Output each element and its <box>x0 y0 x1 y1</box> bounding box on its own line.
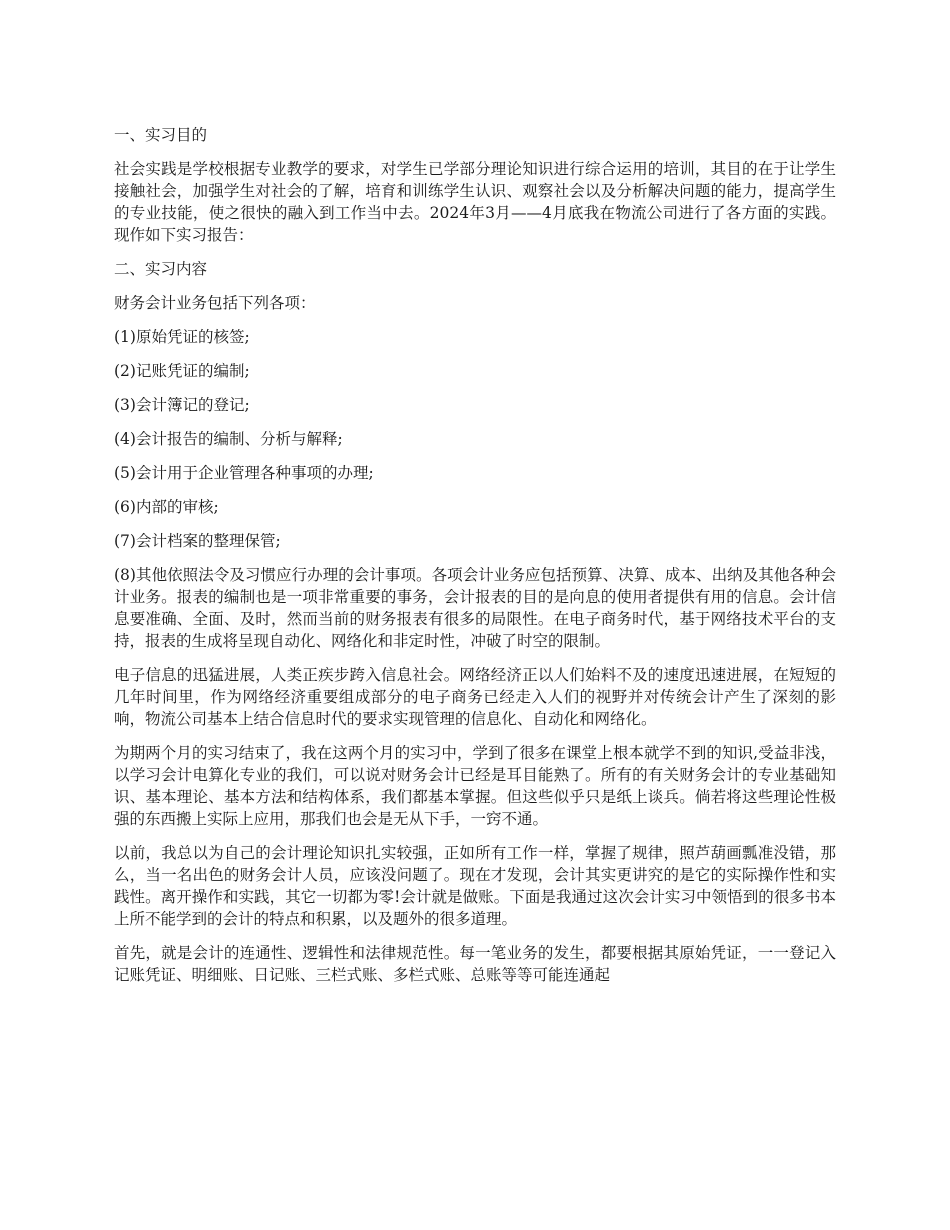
paragraph-purpose: 社会实践是学校根据专业教学的要求，对学生已学部分理论知识进行综合运用的培训，其目的在于让学生接触社会，加强学生对社会的了解，培育和训练学生认识、观察社会以及分析解决问题的能力，提高学生的专业技能，使之很快的融入到工作当中去。2024年3月——4月底我在物流公司进行了各方面的实践。现作如下实习报告： <box>114 160 836 244</box>
list-item: (1)原始凭证的核签; <box>114 328 250 346</box>
list-item: (5)会计用于企业管理各种事项的办理; <box>114 464 374 482</box>
list-item: (6)内部的审核; <box>114 498 219 516</box>
section-heading-purpose: 一、实习目的 <box>114 126 208 144</box>
list-item: (3)会计簿记的登记; <box>114 396 250 414</box>
list-item: (2)记账凭证的编制; <box>114 362 250 380</box>
paragraph-internship-end: 为期两个月的实习结束了，我在这两个月的实习中，学到了很多在课堂上根本就学不到的知识,受益非浅，以学习会计电算化专业的我们，可以说对财务会计已经是耳目能熟了。所有的有关财务会计的专业基础知识、基本理论、基本方法和结构体系，我们都基本掌握。但这些似乎只是纸上谈兵。倘若将这些理论性极强的东西搬上实际上应用，那我们也会是无从下手，一窍不通。 <box>114 744 836 828</box>
paragraph-intro-list: 财务会计业务包括下列各项： <box>114 294 316 312</box>
list-item: (8)其他依照法令及习惯应行办理的会计事项。各项会计业务应包括预算、决算、成本、出纳及其他各种会计业务。报表的编制也是一项非常重要的事务，会计报表的目的是向息的使用者提供有用的信息。会计信息要准确、全面、及时，然而当前的财务报表有很多的局限性。在电子商务时代，基于网络技术平台的支持，报表的生成将呈现自动化、网络化和非定时性，冲破了时空的限制。 <box>114 566 836 650</box>
list-item: (4)会计报告的编制、分析与解释; <box>114 430 343 448</box>
paragraph-first-point: 首先，就是会计的连通性、逻辑性和法律规范性。每一笔业务的发生，都要根据其原始凭证，一一登记入记账凭证、明细账、日记账、三栏式账、多栏式账、总账等等可能连通起 <box>114 944 836 984</box>
list-item: (7)会计档案的整理保管; <box>114 532 281 550</box>
paragraph-e-info: 电子信息的迅猛进展，人类正疾步跨入信息社会。网络经济正以人们始料不及的速度迅速进展，在短短的几年时间里，作为网络经济重要组成部分的电子商务已经走入人们的视野并对传统会计产生了深刻的影响，物流公司基本上结合信息时代的要求实现管理的信息化、自动化和网络化。 <box>114 666 836 728</box>
paragraph-reflection: 以前，我总以为自己的会计理论知识扎实较强，正如所有工作一样，掌握了规律，照芦葫画瓢准没错，那么，当一名出色的财务会计人员，应该没问题了。现在才发现，会计其实更讲究的是它的实际操作性和实践性。离开操作和实践，其它一切都为零!会计就是做账。下面是我通过这次会计实习中领悟到的很多书本上所不能学到的会计的特点和积累，以及题外的很多道理。 <box>114 844 836 928</box>
document-body <box>114 124 836 998</box>
section-heading-content: 二、实习内容 <box>114 260 208 278</box>
